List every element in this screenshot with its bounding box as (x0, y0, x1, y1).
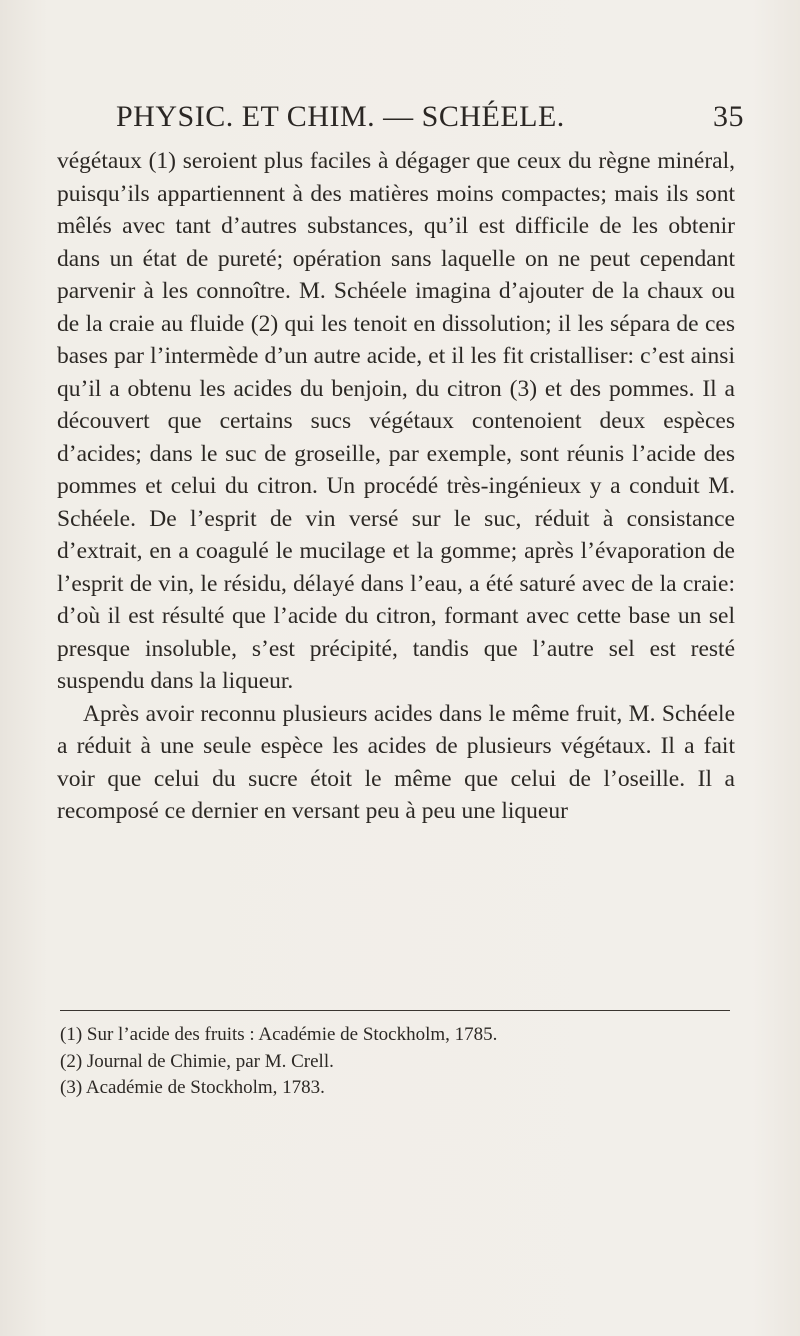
footnote-divider (60, 1010, 730, 1011)
footnotes (60, 1022, 740, 1102)
paragraph-2: Après avoir reconnu plusieurs acides dans le même fruit, M. Schéele a réduit à une seule espèce les acides de plusieurs végétaux. Il a fait voir que celui du sucre étoit le même que celui de l’oseille. Il a recomposé ce dernier en versant peu à peu une liqueur (57, 700, 735, 824)
paragraph-1: végétaux (1) seroient plus faciles à dégager que ceux du règne minéral, puisqu’ils appartiennent à des matières moins compactes; mais ils sont mêlés avec tant d’autres substances, qu’il est difficile de les obtenir dans un état de pureté; opération sans laquelle on ne peut cependant parvenir à les connoître. M. Schéele imagina d’ajouter de la chaux ou de la craie au fluide (2) qui les tenoit en dissolution; il les sépara de ces bases par l’intermède d’un autre acide, et il les fit cristalliser: c’est ainsi qu’il a obtenu les acides du benjoin, du citron (3) et des pommes. Il a découvert que certains sucs végétaux contenoient deux espèces d’acides; dans le suc de groseille, par exemple, sont réunis l’acide des pommes et celui du citron. Un procédé très-ingénieux y a conduit M. Schéele. De l’esprit de vin versé sur le suc, réduit à consistance d’extrait, en a coagulé le mucilage et la gomme; après l’évaporation de l’esprit de vin, le résidu, délayé dans l’eau, a été saturé avec de la craie: d’où il est résulté que l’acide du citron, formant avec cette base un sel presque insoluble, s’est précipité, tandis que l’autre sel est resté suspendu dans la liqueur. (57, 148, 735, 694)
running-title: PHYSIC. ET CHIM. — SCHÉELE. (116, 100, 565, 133)
footnote-2: (2) Journal de Chimie, par M. Crell. (60, 1050, 334, 1072)
footnote-1: (1) Sur l’acide des fruits : Académie de Stockholm, 1785. (60, 1024, 498, 1045)
page-number: 35 (713, 100, 744, 133)
body-text (57, 145, 735, 828)
page-header (116, 96, 744, 146)
footnote-3: (3) Académie de Stockholm, 1783. (60, 1077, 325, 1098)
